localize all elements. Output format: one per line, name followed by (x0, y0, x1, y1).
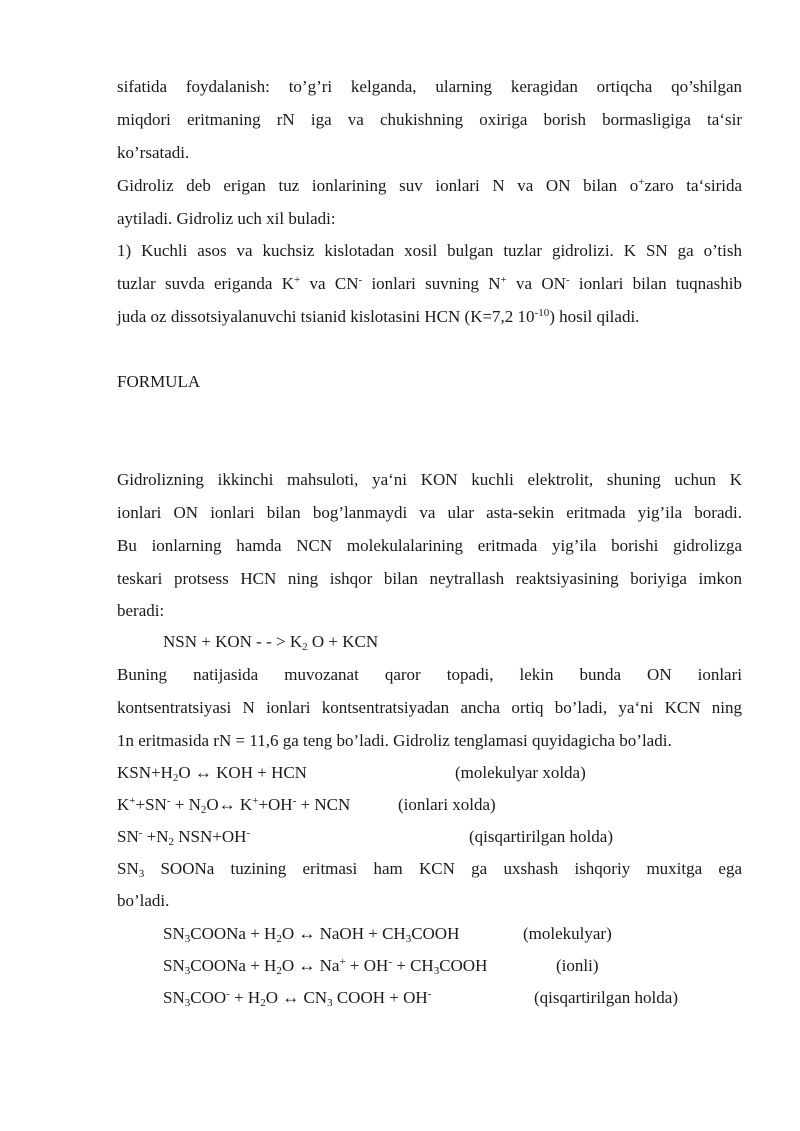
equation-acetate-short-note: (qisqartirilgan holda) (534, 988, 678, 1007)
equation-molecular-note: (molekulyar xolda) (455, 763, 586, 782)
paragraph4-line3: Bu ionlarning hamda NCN molekulalarining eritmada yig’ila borishi gidrolizga (117, 536, 742, 555)
paragraph5-line1: Buning natijasida muvozanat qaror topadi, lekin bunda ON ionlari (117, 665, 742, 684)
paragraph1-line1: sifatida foydalanish: to’g’ri kelganda, ularning keragidan ortiqcha qo’shilgan (117, 77, 742, 96)
paragraph6-line2: bo’ladi. (117, 891, 170, 910)
paragraph3-line3: juda oz dissotsiyalanuvchi tsianid kislotasini HCN (K=7,2 $10^{-10}$) hosil qiladi. (117, 307, 640, 326)
paragraph1-line2: miqdori eritmaning rN iga va chukishning oxiriga borish bormasligiga ta‘sir (117, 110, 742, 129)
equation-ionic: $K^++SN^- + N_2O\leftrightarrow$ K++OH- + NCN (117, 795, 351, 816)
equation-ionic-note: (ionlari xolda) (398, 795, 496, 814)
paragraph4-line1: Gidrolizning ikkinchi mahsuloti, ya‘ni KON kuchli elektrolit, shuning uchun K (117, 470, 742, 489)
equation-acetate-short: $SN_3COO^- + H_2O$ ↔ $CN_3$ COOH + OH- (163, 988, 432, 1009)
equation-short: $SN^- +N_2$ NSN+OH- (117, 827, 251, 848)
paragraph3-line1: 1) Kuchli asos va kuchsiz kislotadan xosil bulgan tuzlar gidrolizi. K SN ga o’tish (117, 241, 742, 260)
paragraph4-line5: beradi: (117, 601, 165, 620)
equation-acetate-ionic-note: (ionli) (556, 956, 599, 975)
paragraph5-line2: kontsentratsiyasi N ionlari kontsentratsiyadan ancha ortiq bo’ladi, ya‘ni KCN ning (117, 698, 742, 717)
equation-neutralization: NSN + KON - - > $K_2$ O + KCN (163, 632, 379, 653)
paragraph4-line2: ionlari ON ionlari bilan bog’lanmaydi va ular asta-sekin eritmada yig’ila boradi. (117, 503, 742, 522)
paragraph2-line1: Gidroliz deb erigan tuz ionlarining suv ionlari N va ON bilan o+zaro ta‘sirida (117, 176, 743, 195)
equation-molecular: $KSN+H_2O$ ↔ KOH + HCN (117, 763, 307, 784)
equation-short-note: (qisqartirilgan holda) (469, 827, 613, 846)
paragraph5-line3: 1n eritmasida rN = 11,6 ga teng bo’ladi. Gidroliz tenglamasi quyidagicha bo’ladi. (117, 731, 672, 750)
paragraph2-line2: aytiladi. Gidroliz uch xil buladi: (117, 209, 336, 228)
paragraph1-line3: ko’rsatadi. (117, 143, 190, 162)
equation-acetate-molecular-note: (molekulyar) (523, 924, 612, 943)
equation-acetate-molecular: $SN_3COONa + H_2O$ ↔ NaOH + $CH_3COOH$ (163, 924, 460, 945)
equation-acetate-ionic: $SN_3COONa + H_2O$ ↔ $Na^+ + OH^- + CH_3COOH$ (163, 956, 488, 977)
formula-label: FORMULA (117, 372, 201, 391)
paragraph6-line1: $SN_3$ SOONa tuzining eritmasi ham KCN ga uxshash ishqoriy muxitga ega (117, 859, 742, 880)
paragraph3-line2: tuzlar suvda eriganda K+ va CN- ionlari suvning N+ va ON- ionlari bilan tuqnashib (117, 274, 742, 293)
paragraph4-line4: teskari protsess HCN ning ishqor bilan neytrallash reaktsiyasining boriyiga imkon (117, 569, 742, 588)
